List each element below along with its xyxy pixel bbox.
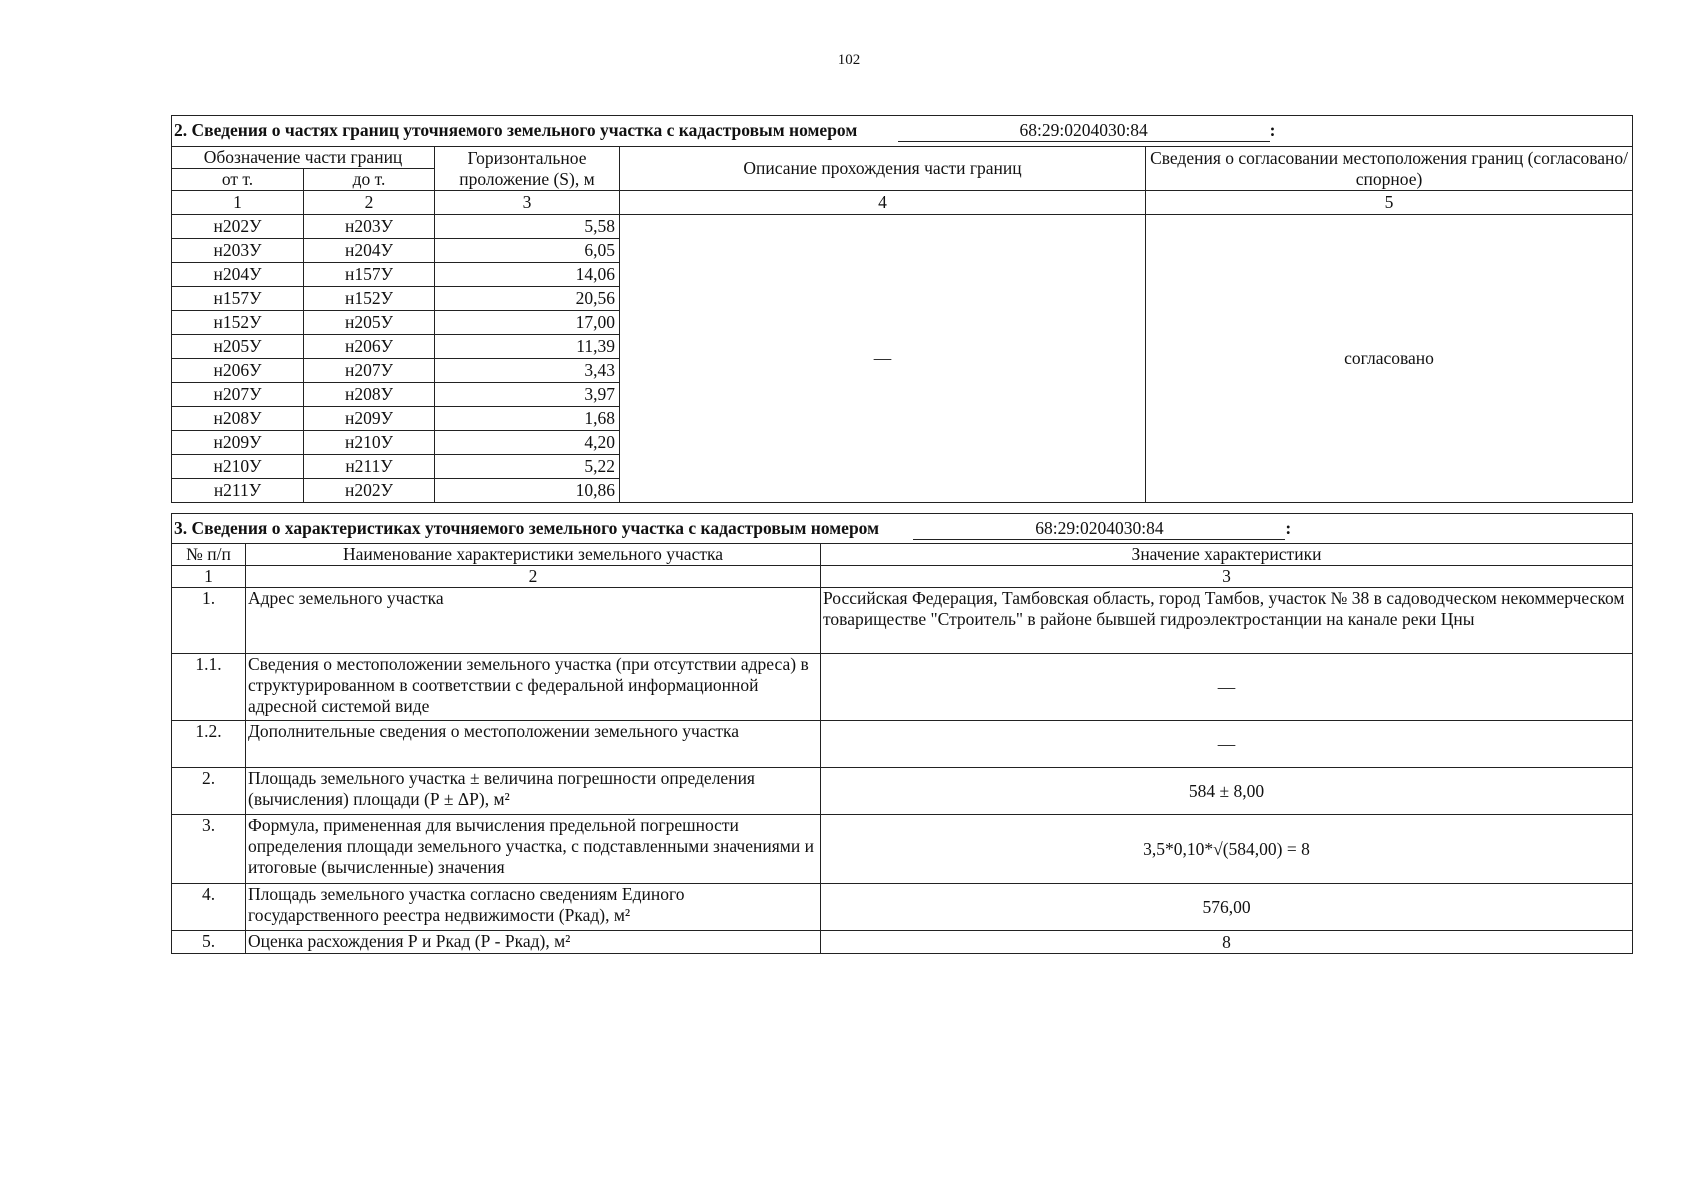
- column-number: 4: [620, 191, 1146, 215]
- length-value: 5,58: [435, 215, 620, 239]
- header-row-1: [172, 147, 1633, 169]
- characteristic-name: Дополнительные сведения о местоположении земельного участка: [246, 721, 821, 768]
- row-number: 1.: [172, 588, 246, 654]
- to-point: н207У: [304, 359, 435, 383]
- header-row: [172, 544, 1633, 566]
- characteristic-name: Формула, примененная для вычисления предельной погрешности определения площади земельного участка, с подставленными значениями и итоговые (вычисленные) значения: [246, 815, 821, 884]
- to-point: н202У: [304, 479, 435, 503]
- section-2-header-row: [172, 116, 1633, 147]
- table-row: [172, 931, 1633, 954]
- section-3-title-cell: [172, 514, 1633, 544]
- row-number: 1.2.: [172, 721, 246, 768]
- from-point: н210У: [172, 455, 304, 479]
- length-value: 3,97: [435, 383, 620, 407]
- to-header: до т.: [304, 169, 435, 191]
- from-point: н208У: [172, 407, 304, 431]
- table-row: [172, 721, 1633, 768]
- section-2-title-cell: [172, 116, 1633, 147]
- section-2-title: 2. Сведения о частях границ уточняемого земельного участка с кадастровым номером: [174, 120, 858, 140]
- from-point: н211У: [172, 479, 304, 503]
- boundary-parts-table: [171, 115, 1633, 503]
- characteristic-value: —: [821, 721, 1633, 768]
- length-value: 6,05: [435, 239, 620, 263]
- length-header: Горизонтальное проложение (S), м: [435, 147, 620, 191]
- to-point: н208У: [304, 383, 435, 407]
- column-number: 1: [172, 191, 304, 215]
- characteristic-value: —: [821, 654, 1633, 721]
- table-row: [172, 768, 1633, 815]
- characteristic-name: Площадь земельного участка ± величина погрешности определения (вычисления) площади (Р ± ΔР), м²: [246, 768, 821, 815]
- from-point: н152У: [172, 311, 304, 335]
- from-point: н204У: [172, 263, 304, 287]
- value-header: Значение характеристики: [821, 544, 1633, 566]
- to-point: н205У: [304, 311, 435, 335]
- characteristic-name: Адрес земельного участка: [246, 588, 821, 654]
- row-number: 4.: [172, 884, 246, 931]
- num-header: № п/п: [172, 544, 246, 566]
- col-group-header: Обозначение части границ: [172, 147, 435, 169]
- to-point: н152У: [304, 287, 435, 311]
- section-3-header-row: [172, 514, 1633, 544]
- row-number: 1.1.: [172, 654, 246, 721]
- length-value: 5,22: [435, 455, 620, 479]
- from-header: от т.: [172, 169, 304, 191]
- characteristic-name: Оценка расхождения Р и Ркад (Р - Ркад), м²: [246, 931, 821, 954]
- to-point: н157У: [304, 263, 435, 287]
- to-point: н206У: [304, 335, 435, 359]
- from-point: н206У: [172, 359, 304, 383]
- to-point: н210У: [304, 431, 435, 455]
- row-number: 5.: [172, 931, 246, 954]
- page-number: 102: [837, 52, 861, 68]
- column-number: 1: [172, 566, 246, 588]
- section-3-title: 3. Сведения о характеристиках уточняемого земельного участка с кадастровым номером: [174, 517, 880, 538]
- length-value: 3,43: [435, 359, 620, 383]
- row-number: 2.: [172, 768, 246, 815]
- characteristic-name: Площадь земельного участка согласно сведениям Единого государственного реестра недвижимости (Ркад), м²: [246, 884, 821, 931]
- row-number: 3.: [172, 815, 246, 884]
- length-value: 14,06: [435, 263, 620, 287]
- characteristics-table: [171, 513, 1633, 954]
- name-header: Наименование характеристики земельного участка: [246, 544, 821, 566]
- from-point: н203У: [172, 239, 304, 263]
- to-point: н204У: [304, 239, 435, 263]
- table-row: [172, 884, 1633, 931]
- from-point: н209У: [172, 431, 304, 455]
- agreement-header: Сведения о согласовании местоположения границ (согласовано/спорное): [1146, 147, 1633, 191]
- from-point: н205У: [172, 335, 304, 359]
- column-numbers-row: [172, 566, 1633, 588]
- length-value: 1,68: [435, 407, 620, 431]
- to-point: н209У: [304, 407, 435, 431]
- to-point: н203У: [304, 215, 435, 239]
- characteristic-value: 584 ± 8,00: [821, 768, 1633, 815]
- column-numbers-row: [172, 191, 1633, 215]
- length-value: 11,39: [435, 335, 620, 359]
- table-row: [172, 654, 1633, 721]
- characteristic-value: Российская Федерация, Тамбовская область, город Тамбов, участок № 38 в садоводческом некоммерческом товариществе "Строитель" в районе бывшей гидроэлектростанции на канале реки Цны: [821, 588, 1633, 654]
- length-value: 10,86: [435, 479, 620, 503]
- column-number: 2: [304, 191, 435, 215]
- section-3-colon: :: [1285, 517, 1292, 538]
- column-number: 3: [821, 566, 1633, 588]
- characteristic-name: Сведения о местоположении земельного участка (при отсутствии адреса) в структурированном в соответствии с федеральной информационной адресной системой виде: [246, 654, 821, 721]
- from-point: н202У: [172, 215, 304, 239]
- to-point: н211У: [304, 455, 435, 479]
- length-value: 17,00: [435, 311, 620, 335]
- characteristic-value: 576,00: [821, 884, 1633, 931]
- length-value: 20,56: [435, 287, 620, 311]
- column-number: 3: [435, 191, 620, 215]
- table-row: [172, 215, 1633, 239]
- characteristic-value: 3,5*0,10*√(584,00) = 8: [821, 815, 1633, 884]
- table-row: [172, 588, 1633, 654]
- section-3-cadastral-number: 68:29:0204030:84: [913, 518, 1285, 540]
- length-value: 4,20: [435, 431, 620, 455]
- agreement-value: согласовано: [1146, 215, 1633, 503]
- from-point: н207У: [172, 383, 304, 407]
- column-number: 2: [246, 566, 821, 588]
- section-2-cadastral-number: 68:29:0204030:84: [898, 120, 1270, 142]
- column-number: 5: [1146, 191, 1633, 215]
- description-header: Описание прохождения части границ: [620, 147, 1146, 191]
- characteristic-value: 8: [821, 931, 1633, 954]
- section-2-colon: :: [1269, 120, 1276, 140]
- table-row: [172, 815, 1633, 884]
- from-point: н157У: [172, 287, 304, 311]
- description-value: —: [620, 215, 1146, 503]
